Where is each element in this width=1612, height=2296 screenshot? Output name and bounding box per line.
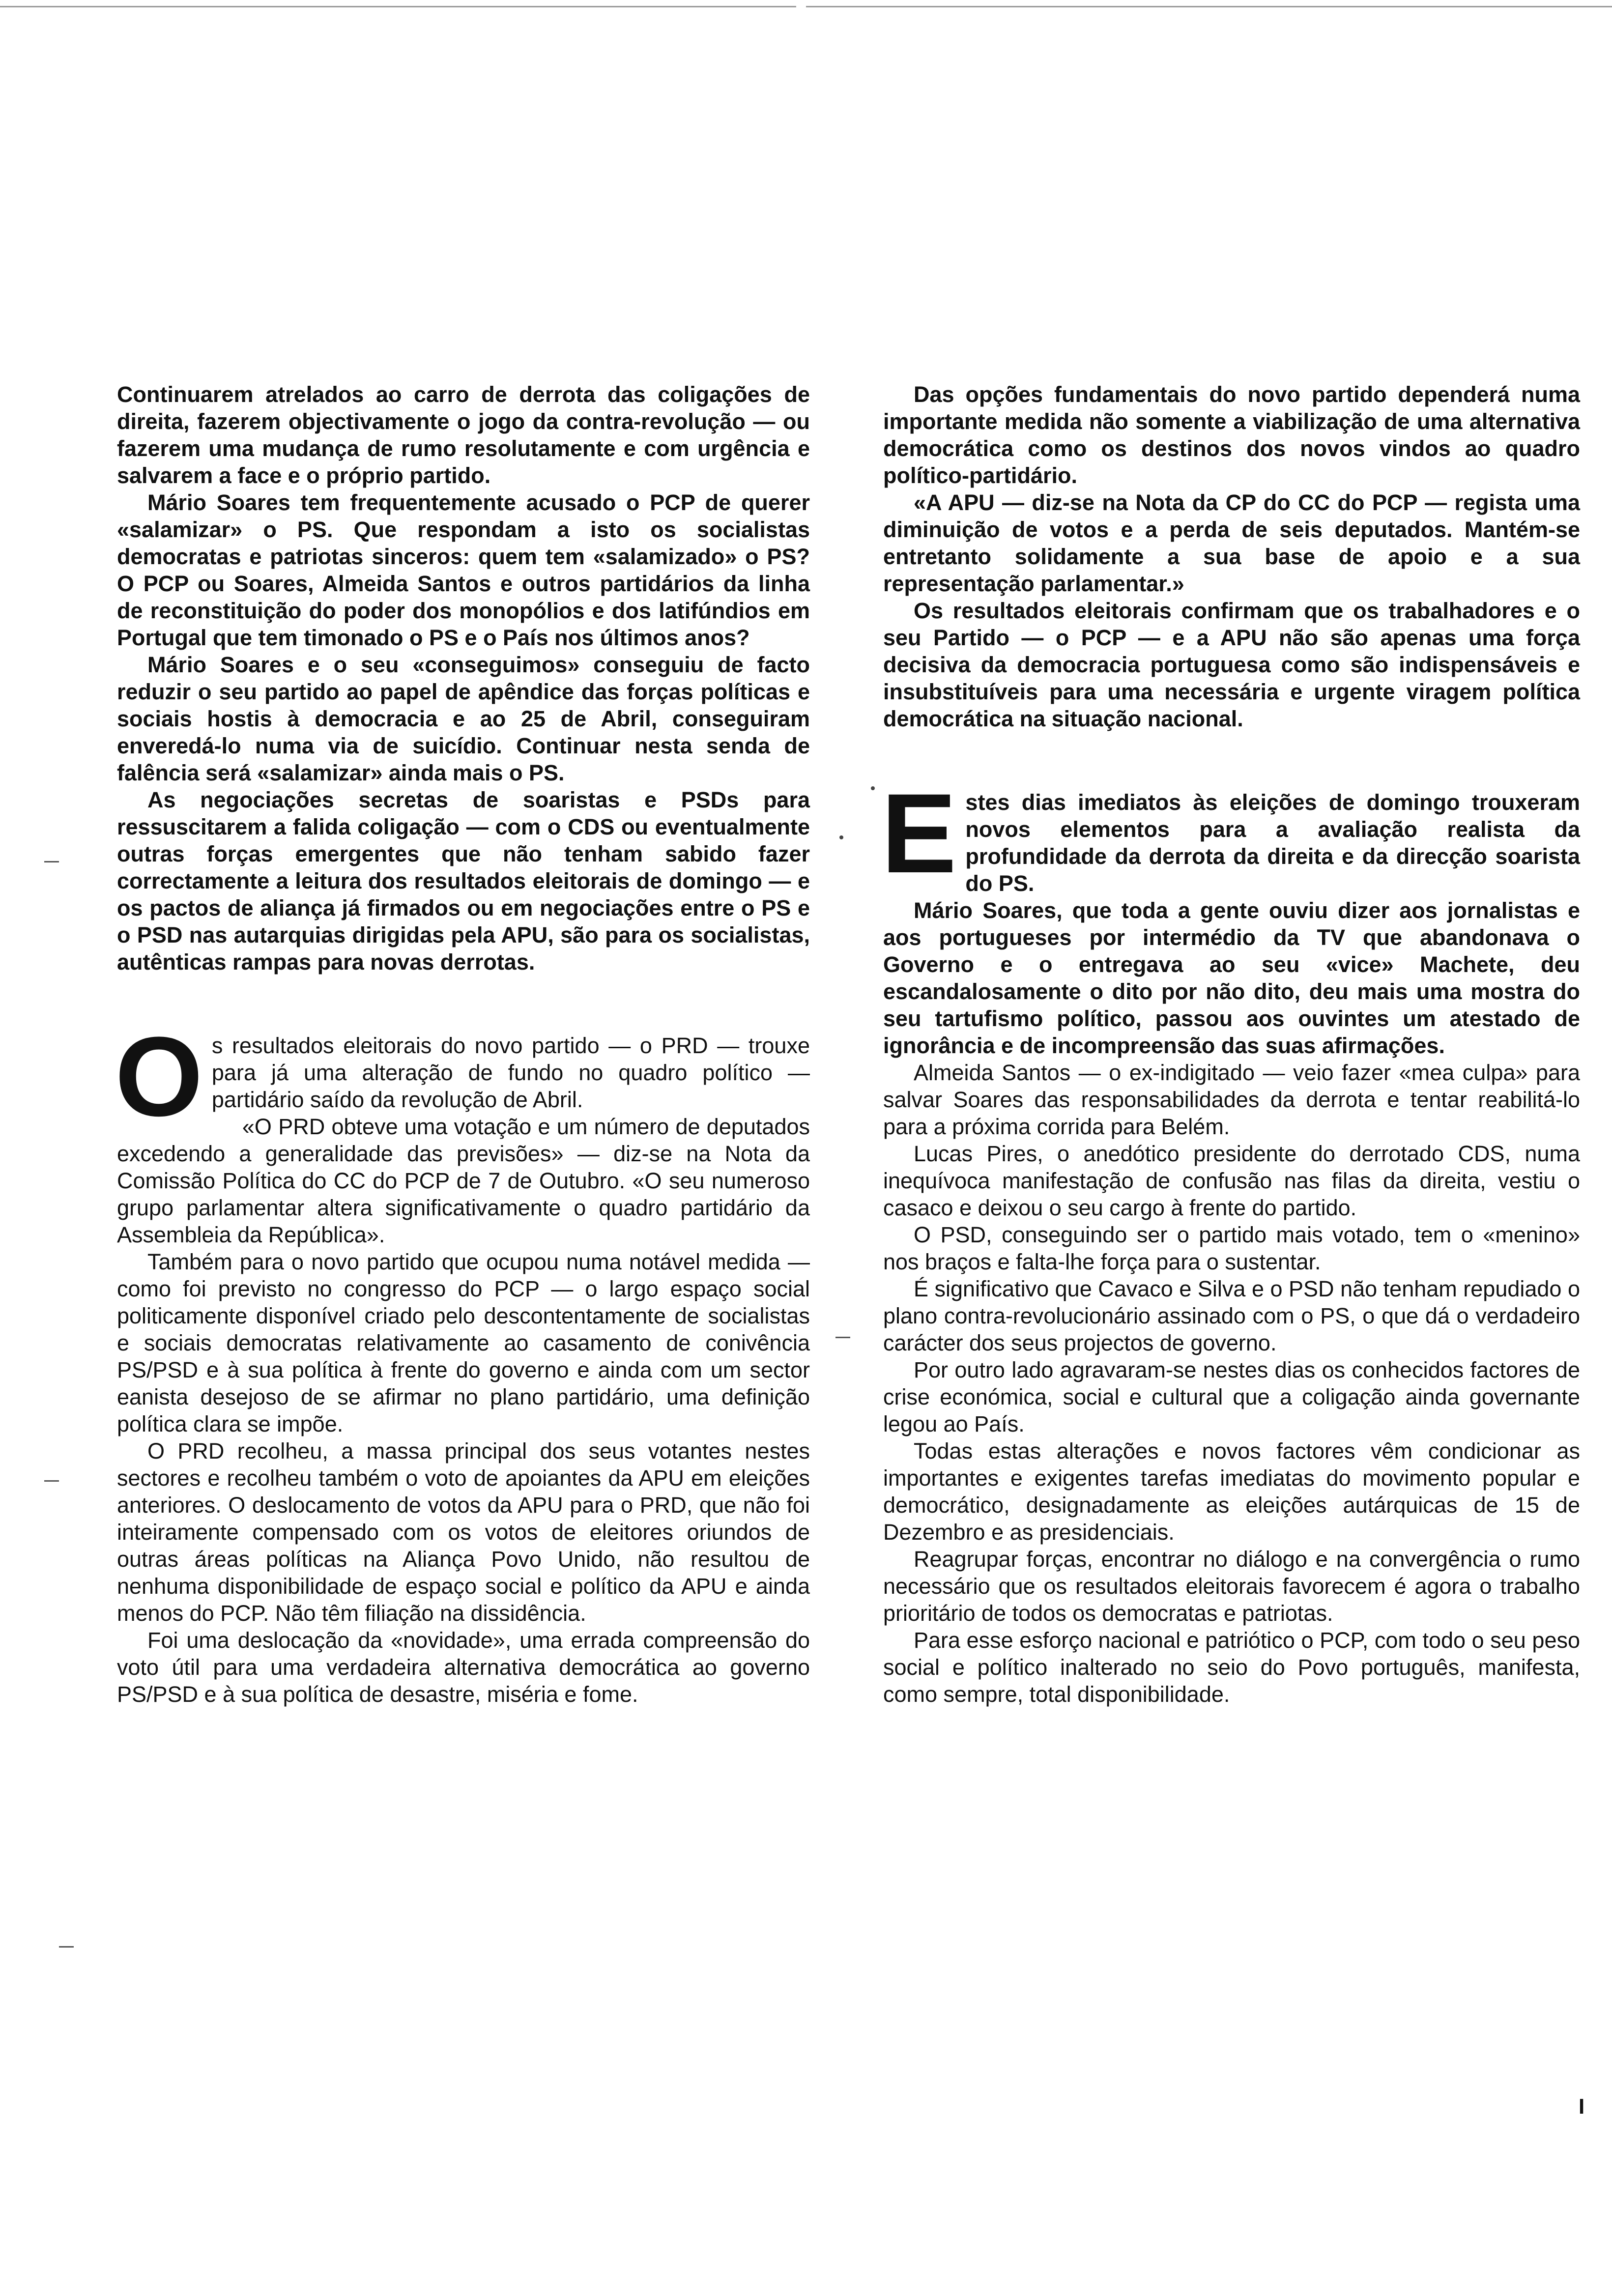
left-section-paragraph-4: Foi uma deslocação da «novidade», uma errada compreensão do voto útil para uma verdadeira alternativa democrática ao governo PS/PSD e à sua política de desastre, miséria e fome. [117, 1628, 810, 1707]
right-section-lead [881, 770, 1580, 897]
left-section-lead-text: s resultados eleitorais do novo partido — o PRD — trouxe para já uma alteração de fundo no quadro político — partidário saído da revolução de Abril. [211, 1033, 810, 1112]
left-section-paragraph-2: Também para o novo partido que ocupou numa notável medida — como foi previsto no congresso do PCP — o largo espaço social politicamente disponível criado pelo descontentamente de socialistas e sociais democratas relativamente ao casamento de conivência PS/PSD e à sua política à frente do governo e ainda com um sector eanista desejoso de se afirmar no plano partidário, uma definição política clara se impõe. [117, 1249, 810, 1436]
right-section-paragraph-4: O PSD, conseguindo ser o partido mais votado, tem o «menino» nos braços e falta-lhe força para o sustentar. [883, 1222, 1580, 1274]
right-section-paragraph-6: Por outro lado agravaram-se nestes dias os conhecidos factores de crise económica, social e cultural que a coligação ainda governante legou ao País. [883, 1357, 1580, 1436]
margin-mark [44, 1480, 59, 1482]
margin-mark [44, 861, 59, 862]
left-section-paragraph-3: O PRD recolheu, a massa principal dos seus votantes nestes sectores e recolheu também o voto de apoiantes da APU em eleições anteriores. O deslocamento de votos da APU para o PRD, que não foi inteiramente compensado com os votos de eleitores oriundos de outras áreas políticas na Aliança Povo Unido, não resultou de nenhuma disponibilidade de espaço social e político da APU e ainda menos do PCP. Não têm filiação na dissidência. [117, 1438, 810, 1626]
margin-mark [835, 1337, 850, 1338]
left-section-paragraph-1: «O PRD obteve uma votação e um número de deputados excedendo a generalidade das previsões» — diz-se na Nota da Comissão Política do CC do PCP de 7 de Outubro. «O seu numeroso grupo parlamentar altera significativamente o quadro partidário da Assembleia da República». [117, 1114, 810, 1247]
right-section-paragraph-7: Todas estas alterações e novos factores vêm condicionar as importantes e exigentes tarefas imediatas do movimento popular e democrático, designadamente as eleições autárquicas de 15 de Dezembro e as presidenciais. [883, 1438, 1580, 1545]
left-section-lead [115, 1013, 810, 1140]
margin-mark [59, 1946, 74, 1948]
dropcap-e: E [881, 770, 957, 896]
section-gap [883, 732, 1580, 789]
right-section-paragraph-3: Lucas Pires, o anedótico presidente do derrotado CDS, numa inequívoca manifestação de confusão nas filas da direita, vestiu o casaco e deixou o seu cargo à frente do partido. [883, 1141, 1580, 1220]
dropcap-o: O [115, 1013, 203, 1140]
section-gap [117, 976, 810, 1032]
left-paragraph-4: As negociações secretas de soaristas e PSDs para ressuscitarem a falida coligação — com o CDS ou eventualmente outras forças emergentes que não tenham sabido fazer correctamente a leitura dos resultados eleitorais de domingo — e os pactos de aliança já firmados ou em negociações entre o PS e o PSD nas autarquias dirigidas pela APU, são para os socialistas, autênticas rampas para novas derrotas. [117, 787, 810, 975]
top-rule-left [0, 6, 796, 7]
right-section-paragraph-5: É significativo que Cavaco e Silva e o PSD não tenham repudiado o plano contra-revolucionário assinado com o PS, o que dá o verdadeiro carácter dos seus projectos de governo. [883, 1276, 1580, 1355]
left-paragraph-2: Mário Soares tem frequentemente acusado o PCP de querer «salamizar» o PS. Que respondam a isto os socialistas democratas e patriotas sinceros: quem tem «salamizado» o PS? O PCP ou Soares, Almeida Santos e outros partidários da linha de reconstituição do poder dos monopólios e dos latifúndios em Portugal que tem timonado o PS e o País nos últimos anos? [117, 490, 810, 650]
right-section-lead-text: stes dias imediatos às eleições de domingo trouxeram novos elementos para a avaliação realista da profundidade da derrota da direita e da direcção soarista do PS. [965, 790, 1580, 896]
left-column [117, 381, 810, 1708]
left-paragraph-3: Mário Soares e o seu «conseguimos» conseguiu de facto reduzir o seu partido ao papel de apêndice das forças políticas e sociais hostis à democracia e ao 25 de Abril, conseguiram enveredá-lo numa via de suicídio. Continuar nesta senda de falência será «salamizar» ainda mais o PS. [117, 652, 810, 785]
end-mark: I [1579, 2095, 1585, 2119]
right-section-paragraph-1: Mário Soares, que toda a gente ouviu dizer aos jornalistas e aos portugueses por intermédio da TV que abandonava o Governo e o entregava ao seu «vice» Machete, deu escandalosamente o dito por não dito, deu mais uma mostra do seu tartufismo político, passou aos ouvintes um atestado de ignorância e de incompreensão das suas afirmações. [883, 898, 1580, 1058]
right-paragraph-3: Os resultados eleitorais confirmam que os trabalhadores e o seu Partido — o PCP — e a APU não são apenas uma força decisiva da democracia portuguesa como são indispensáveis e insubstituíveis para uma necessária e urgente viragem política democrática na situação nacional. [883, 598, 1580, 731]
right-paragraph-2: «A APU — diz-se na Nota da CP do CC do PCP — regista uma diminuição de votos e a perda de seis deputados. Mantém-se entretanto solidamente a sua base de apoio e a sua representação parlamentar.» [883, 490, 1580, 596]
right-section-paragraph-2: Almeida Santos — o ex-indigitado — veio fazer «mea culpa» para salvar Soares das responsabilidades da derrota e tentar reabilitá-lo para a próxima corrida para Belém. [883, 1060, 1580, 1139]
top-rule-right [806, 6, 1612, 7]
scan-dot [839, 835, 843, 839]
right-paragraph-1: Das opções fundamentais do novo partido dependerá numa importante medida não somente a viabilização de uma alternativa democrática como os destinos dos novos vindos ao quadro político-partidário. [883, 382, 1580, 488]
right-column [883, 381, 1580, 1708]
left-paragraph-1: Continuarem atrelados ao carro de derrota das coligações de direita, fazerem objectivamente o jogo da contra-revolução — ou fazerem uma mudança de rumo resolutamente e com urgência e salvarem a face e o próprio partido. [117, 382, 810, 488]
scan-dot [871, 786, 875, 790]
right-section-paragraph-8: Reagrupar forças, encontrar no diálogo e na convergência o rumo necessário que os resultados eleitorais favorecem é agora o trabalho prioritário de todos os democratas e patriotas. [883, 1547, 1580, 1626]
right-section-paragraph-9: Para esse esforço nacional e patriótico o PCP, com todo o seu peso social e político inalterado no seio do Povo português, manifesta, como sempre, total disponibilidade. [883, 1628, 1580, 1707]
